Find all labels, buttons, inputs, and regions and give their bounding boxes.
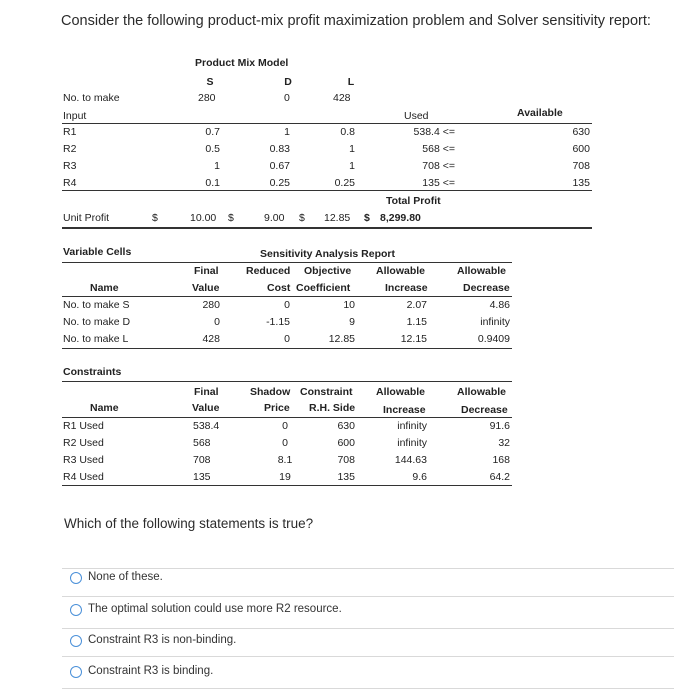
var-row-name: No. to make L: [63, 333, 129, 345]
con-header-allow-inc: Allowable: [376, 386, 426, 398]
con-shadow: 0: [282, 420, 288, 432]
con-allow-dec: 91.6: [489, 420, 510, 432]
con-header-final: Final: [194, 386, 219, 398]
model-available: 630: [572, 126, 590, 138]
variable-cells-label: Variable Cells: [63, 246, 132, 258]
model-coeff-d: 0.67: [269, 160, 290, 172]
var-header-coefficient: Coefficient: [296, 282, 351, 294]
con-header-decrease: Decrease: [461, 404, 508, 416]
model-row-name: R2: [63, 143, 77, 155]
var-reduced: 0: [284, 299, 290, 311]
con-header-price: Price: [264, 402, 290, 414]
con-row-name: R4 Used: [63, 471, 104, 483]
model-coeff-l: 0.25: [334, 177, 355, 189]
con-rhs: 630: [337, 420, 355, 432]
used-label: Used: [404, 110, 429, 122]
var-header-objective: Objective: [304, 265, 352, 277]
con-allow-dec: 64.2: [489, 471, 510, 483]
unit-profit-s: 10.00: [190, 212, 217, 224]
var-objective: 10: [343, 299, 355, 311]
var-allow-inc: 2.07: [406, 299, 427, 311]
con-header-increase: Increase: [383, 404, 426, 416]
model-coeff-s: 0.7: [205, 126, 220, 138]
var-reduced: 0: [284, 333, 290, 345]
var-header-value: Value: [192, 282, 220, 294]
unit-profit-d: 9.00: [264, 212, 285, 224]
total-profit-value: 8,299.80: [380, 212, 421, 224]
unit-profit-l: 12.85: [324, 212, 351, 224]
model-coeff-d: 0.25: [269, 177, 290, 189]
sensitivity-report-title: Sensitivity Analysis Report: [260, 248, 395, 260]
option-r3-binding-label: Constraint R3 is binding.: [88, 665, 214, 677]
model-used: 538.4 <=: [413, 126, 455, 138]
unit-profit-s-dollar: $: [152, 212, 158, 224]
no-to-make-d: 0: [284, 92, 290, 104]
model-used: 708 <=: [422, 160, 455, 172]
header-s: S: [206, 76, 214, 88]
unit-profit-d-dollar: $: [228, 212, 234, 224]
model-coeff-s: 0.1: [205, 177, 220, 189]
var-header-final: Final: [194, 265, 219, 277]
con-allow-inc: infinity: [397, 437, 427, 449]
con-header-shadow: Shadow: [250, 386, 291, 398]
header-d: D: [284, 76, 292, 88]
con-allow-dec: 168: [492, 454, 510, 466]
option-r2-resource-label: The optimal solution could use more R2 resource.: [88, 603, 342, 615]
var-header-reduced: Reduced: [246, 265, 291, 277]
model-available: 135: [572, 177, 590, 189]
var-allow-dec: 0.9409: [477, 333, 510, 345]
model-used: 568 <=: [422, 143, 455, 155]
model-available: 708: [572, 160, 590, 172]
con-allow-inc: 144.63: [394, 454, 427, 466]
model-available: 600: [572, 143, 590, 155]
constraints-label: Constraints: [63, 366, 122, 378]
model-coeff-s: 0.5: [205, 143, 220, 155]
con-allow-inc: 9.6: [412, 471, 427, 483]
model-coeff-d: 0.83: [269, 143, 290, 155]
con-shadow: 0: [282, 437, 288, 449]
option-r3-binding-radio[interactable]: [70, 666, 82, 678]
var-header-allow-inc: Allowable: [376, 265, 426, 277]
model-coeff-d: 1: [284, 126, 290, 138]
var-allow-dec: infinity: [480, 316, 510, 328]
var-objective: 12.85: [328, 333, 355, 345]
con-rhs: 135: [337, 471, 355, 483]
con-row-name: R2 Used: [63, 437, 104, 449]
var-header-allow-dec: Allowable: [457, 265, 507, 277]
total-profit-label: Total Profit: [386, 195, 441, 207]
var-allow-inc: 12.15: [400, 333, 427, 345]
con-row-name: R3 Used: [63, 454, 104, 466]
var-final: 0: [214, 316, 220, 328]
var-header-cost: Cost: [267, 282, 291, 294]
option-r3-nonbinding-radio[interactable]: [70, 635, 82, 647]
con-header-rhs: R.H. Side: [309, 402, 356, 414]
no-to-make-s: 280: [198, 92, 216, 104]
option-r2-resource-radio[interactable]: [70, 604, 82, 616]
con-rhs: 600: [337, 437, 355, 449]
unit-profit-l-dollar: $: [299, 212, 305, 224]
con-row-name: R1 Used: [63, 420, 104, 432]
option-none-label: None of these.: [88, 571, 163, 583]
con-final: 135: [193, 471, 211, 483]
option-none-radio[interactable]: [70, 572, 82, 584]
model-row-name: R4: [63, 177, 77, 189]
question-intro: Consider the following product-mix profit maximization problem and Solver sensitivity report:: [61, 13, 651, 29]
header-l: L: [347, 76, 355, 88]
var-final: 428: [202, 333, 220, 345]
question-text: Which of the following statements is true?: [64, 516, 314, 531]
con-shadow: 19: [279, 471, 291, 483]
var-header-decrease: Decrease: [463, 282, 510, 294]
con-header-allow-dec: Allowable: [457, 386, 507, 398]
con-header-name: Name: [90, 402, 119, 414]
option-r3-nonbinding-label: Constraint R3 is non-binding.: [88, 634, 237, 646]
no-to-make-l: 428: [333, 92, 351, 104]
con-final: 568: [193, 437, 211, 449]
model-row-name: R3: [63, 160, 77, 172]
con-header-value: Value: [192, 402, 220, 414]
con-shadow: 8.1: [277, 454, 293, 466]
con-final: 708: [193, 454, 211, 466]
var-final: 280: [202, 299, 220, 311]
var-allow-inc: 1.15: [406, 316, 427, 328]
con-rhs: 708: [337, 454, 355, 466]
var-header-increase: Increase: [385, 282, 428, 294]
var-header-name: Name: [90, 282, 119, 294]
model-coeff-s: 1: [214, 160, 220, 172]
con-allow-dec: 32: [498, 437, 510, 449]
model-coeff-l: 0.8: [340, 126, 355, 138]
var-objective: 9: [349, 316, 355, 328]
con-final: 538.4: [193, 420, 220, 432]
no-to-make-label: No. to make: [63, 92, 120, 104]
var-reduced: -1.15: [266, 316, 290, 328]
var-row-name: No. to make S: [63, 299, 130, 311]
model-used: 135 <=: [422, 177, 455, 189]
unit-profit-label: Unit Profit: [63, 212, 110, 224]
var-allow-dec: 4.86: [489, 299, 510, 311]
model-coeff-l: 1: [349, 160, 355, 172]
available-label: Available: [517, 107, 563, 119]
con-header-constraint: Constraint: [300, 386, 353, 398]
con-allow-inc: infinity: [397, 420, 427, 432]
total-profit-dollar: $: [364, 212, 370, 224]
var-row-name: No. to make D: [63, 316, 131, 328]
model-row-name: R1: [63, 126, 77, 138]
input-label: Input: [63, 110, 87, 122]
model-title: Product Mix Model: [195, 57, 289, 69]
model-coeff-l: 1: [349, 143, 355, 155]
